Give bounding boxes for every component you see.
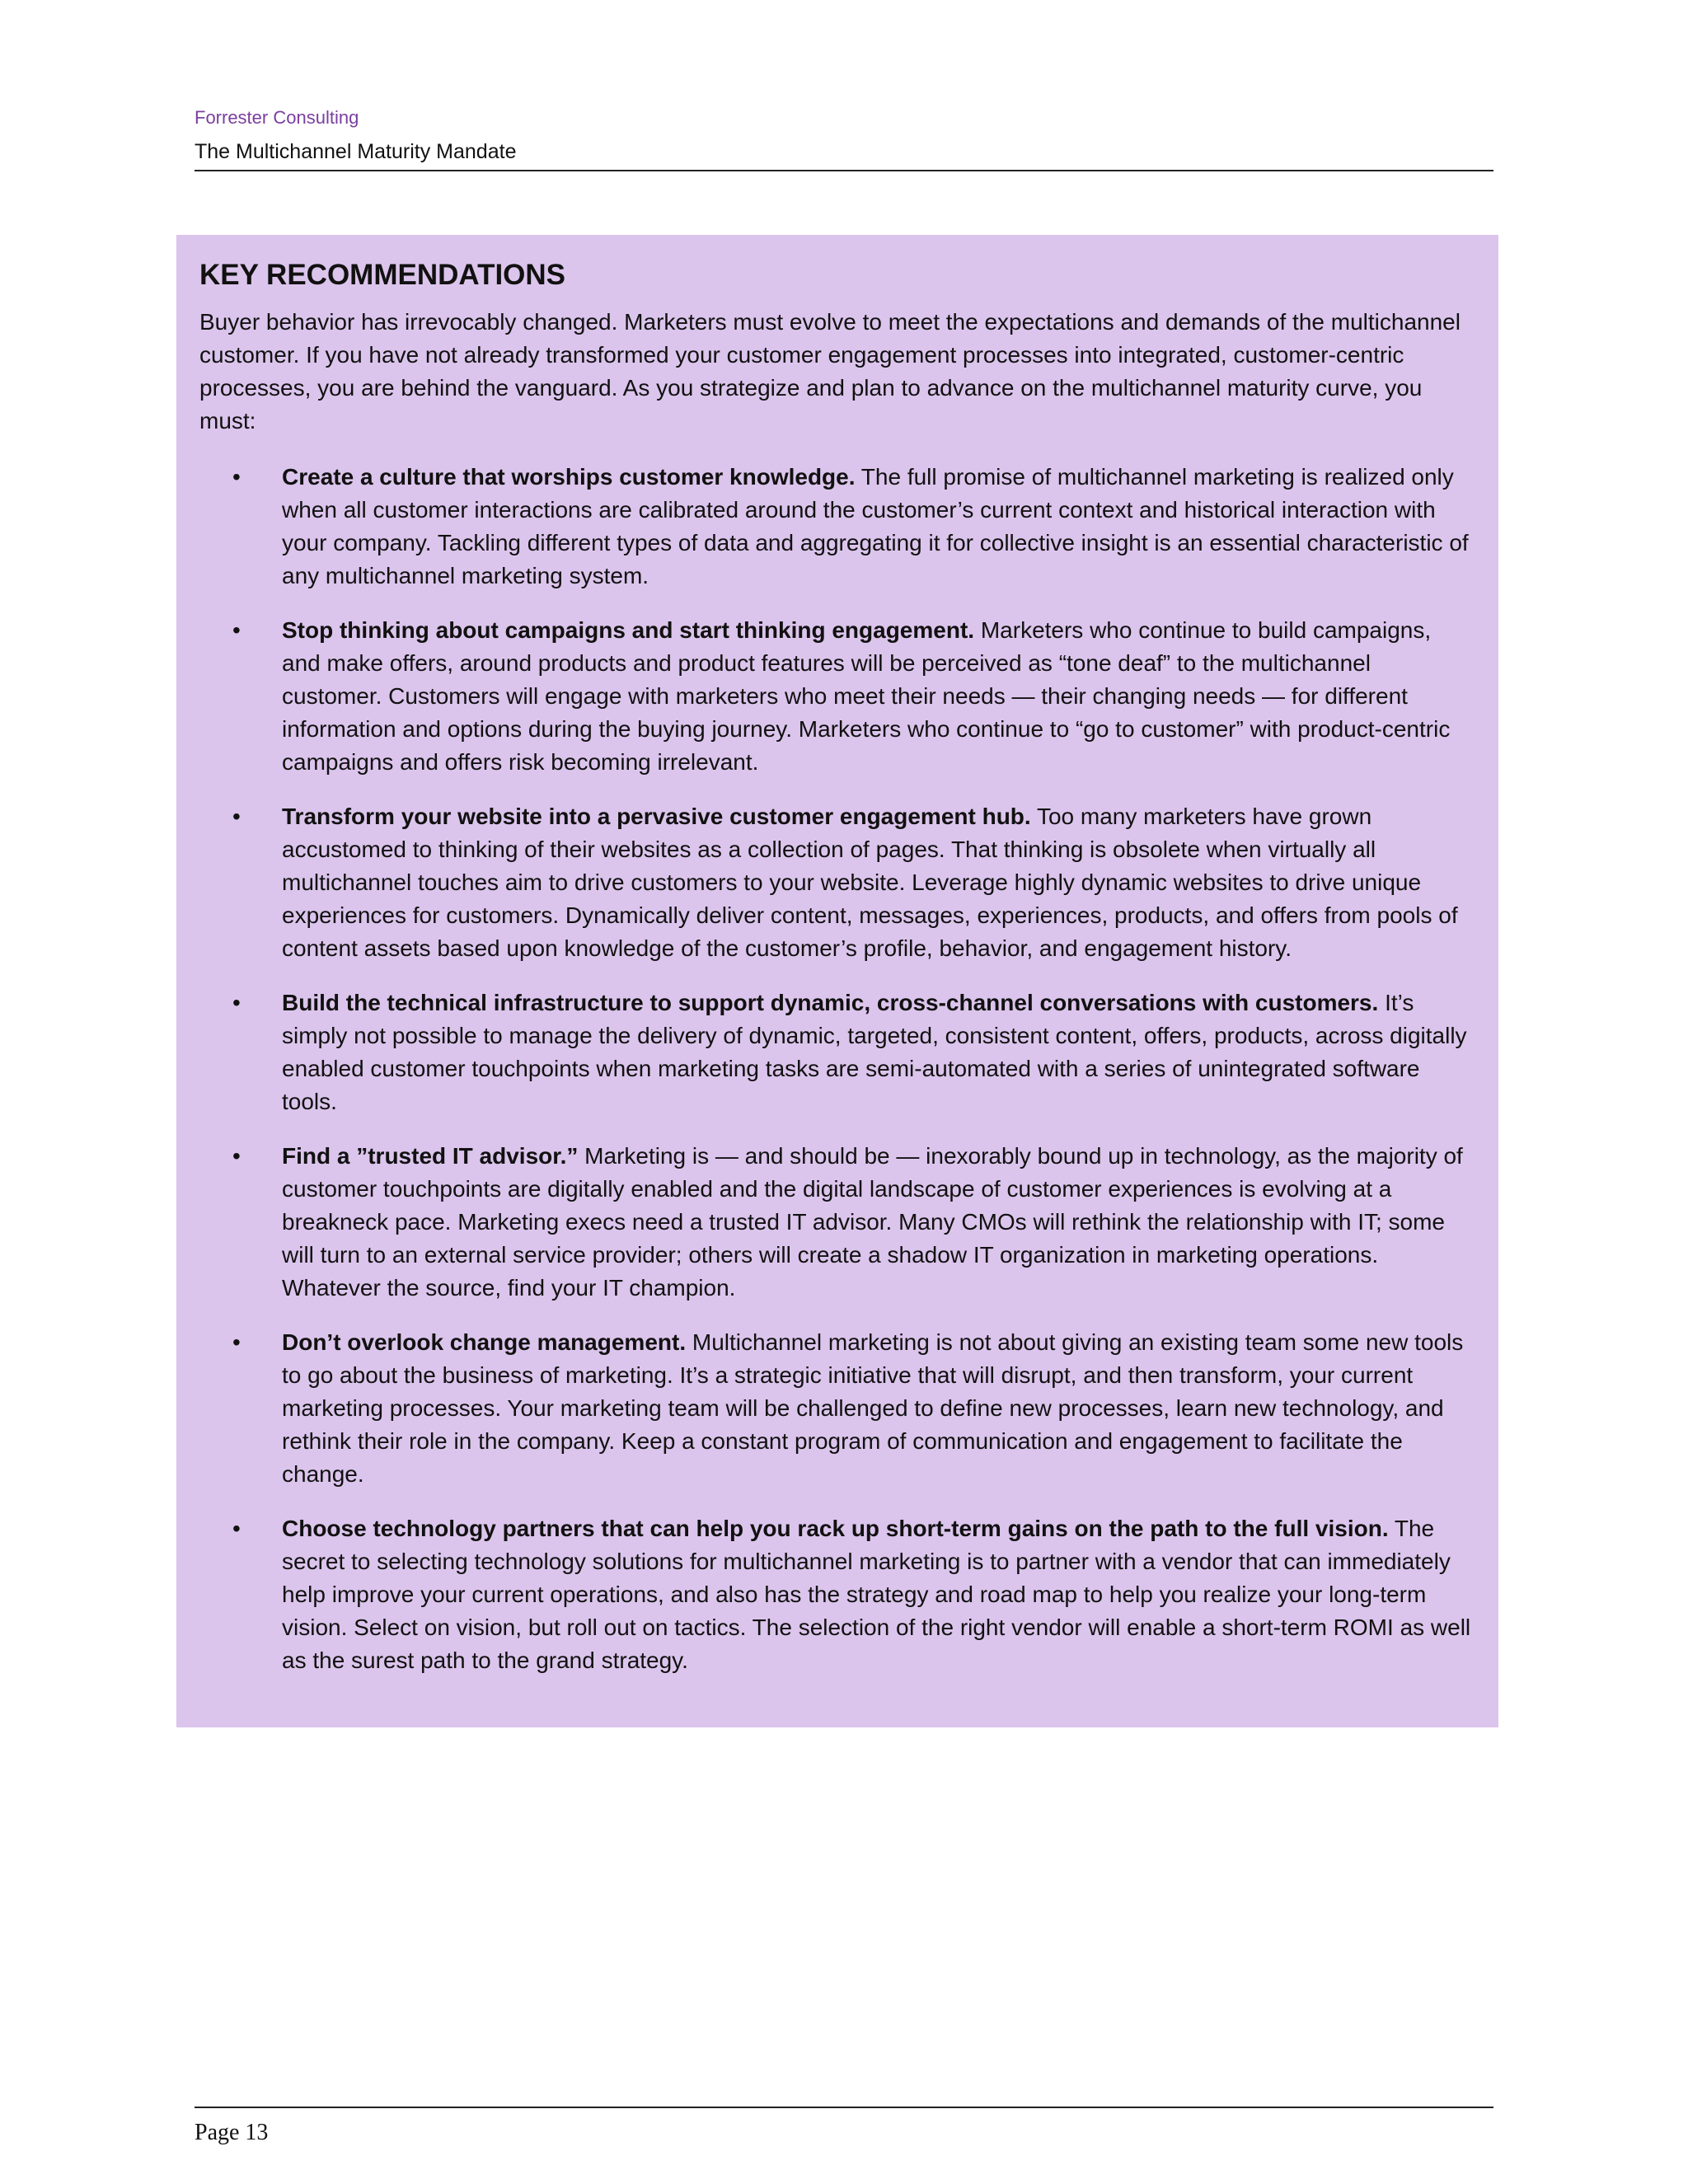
recommendation-lead: Choose technology partners that can help you rack up short-term gains on the path to the full vision. bbox=[282, 1516, 1389, 1541]
recommendation-item bbox=[199, 461, 1475, 593]
recommendation-item bbox=[199, 987, 1475, 1118]
recommendation-text: The full promise of multichannel marketing is realized only when all customer interactions are calibrated around the customer’s current context and historical interaction with your company. Tackling different types of data and aggregating it for collective insight is an essential characteristic of any multichannel marketing system. bbox=[282, 464, 1469, 588]
report-title: The Multichannel Maturity Mandate bbox=[195, 140, 517, 163]
bullet-icon: • bbox=[232, 1143, 241, 1169]
recommendation-item bbox=[199, 1512, 1475, 1677]
bullet-icon: • bbox=[232, 990, 241, 1015]
recommendation-text: Marketers who continue to build campaigns, and make offers, around products and product features will be perceived as “tone deaf” to the multichannel customer. Customers will engage with marketers who meet their needs — their changing needs — for different information and options during the buying journey. Marketers who continue to “go to customer” with product-centric campaigns and offers risk becoming irrelevant. bbox=[282, 617, 1451, 775]
bullet-icon: • bbox=[232, 1329, 241, 1355]
bullet-icon: • bbox=[232, 1516, 241, 1541]
section-heading: KEY RECOMMENDATIONS bbox=[199, 259, 566, 291]
recommendation-lead: Transform your website into a pervasive customer engagement hub. bbox=[282, 804, 1031, 829]
recommendation-item bbox=[199, 1326, 1475, 1491]
recommendation-list bbox=[199, 461, 1475, 1677]
brand-label: Forrester Consulting bbox=[195, 107, 359, 128]
recommendation-item bbox=[199, 800, 1475, 965]
recommendation-lead: Don’t overlook change management. bbox=[282, 1329, 687, 1355]
recommendation-lead: Find a ”trusted IT advisor.” bbox=[282, 1143, 579, 1169]
recommendation-lead: Stop thinking about campaigns and start thinking engagement. bbox=[282, 617, 975, 643]
bullet-icon: • bbox=[232, 804, 241, 829]
recommendation-lead: Create a culture that worships customer knowledge. bbox=[282, 464, 856, 490]
bullet-icon: • bbox=[232, 617, 241, 643]
recommendation-text: Too many marketers have grown accustomed to thinking of their websites as a collection of pages. That thinking is obsolete when virtually all multichannel touches aim to drive customers to your website. Leverage highly dynamic websites to drive unique experiences for customers. Dynamically deliver content, messages, experiences, products, and offers from pools of content assets based upon knowledge of the customer’s profile, behavior, and engagement history. bbox=[282, 804, 1458, 961]
intro-paragraph: Buyer behavior has irrevocably changed. Marketers must evolve to meet the expectations and demands of the multichannel customer. If you have not already transformed your customer engagement processes into integrated, customer-centric processes, you are behind the vanguard. As you strategize and plan to advance on the multichannel maturity curve, you must: bbox=[199, 309, 1461, 434]
page-header bbox=[195, 105, 1493, 171]
page-footer bbox=[195, 2107, 1493, 2148]
recommendation-item bbox=[199, 614, 1475, 779]
recommendation-text: The secret to selecting technology solutions for multichannel marketing is to partner with a vendor that can immediately help improve your current operations, and also has the strategy and road map to help you realize your long-term vision. Select on vision, but roll out on tactics. The selection of the right vendor will enable a short-term ROMI as well as the surest path to the grand strategy. bbox=[282, 1516, 1471, 1673]
recommendation-text: It’s simply not possible to manage the delivery of dynamic, targeted, consistent content, offers, products, across digitally enabled customer touchpoints when marketing tasks are semi-automated with a series of unintegrated software tools. bbox=[282, 990, 1467, 1114]
page-number: Page 13 bbox=[195, 2120, 269, 2145]
recommendation-text: Marketing is — and should be — inexorably bound up in technology, as the majority of customer touchpoints are digitally enabled and the digital landscape of customer experiences is evolving at a breakneck pace. Marketing execs need a trusted IT advisor. Many CMOs will rethink the relationship with IT; some will turn to an external service provider; others will create a shadow IT organization in marketing operations. Whatever the source, find your IT champion. bbox=[282, 1143, 1463, 1301]
key-recommendations-box bbox=[176, 235, 1498, 1727]
recommendation-text: Multichannel marketing is not about giving an existing team some new tools to go about the business of marketing. It’s a strategic initiative that will disrupt, and then transform, your current marketing processes. Your marketing team will be challenged to define new processes, learn new technology, and rethink their role in the company. Keep a constant program of communication and engagement to facilitate the change. bbox=[282, 1329, 1464, 1487]
bullet-icon: • bbox=[232, 464, 241, 490]
recommendation-lead: Build the technical infrastructure to support dynamic, cross-channel conversations with customers. bbox=[282, 990, 1379, 1015]
recommendation-item bbox=[199, 1140, 1475, 1305]
